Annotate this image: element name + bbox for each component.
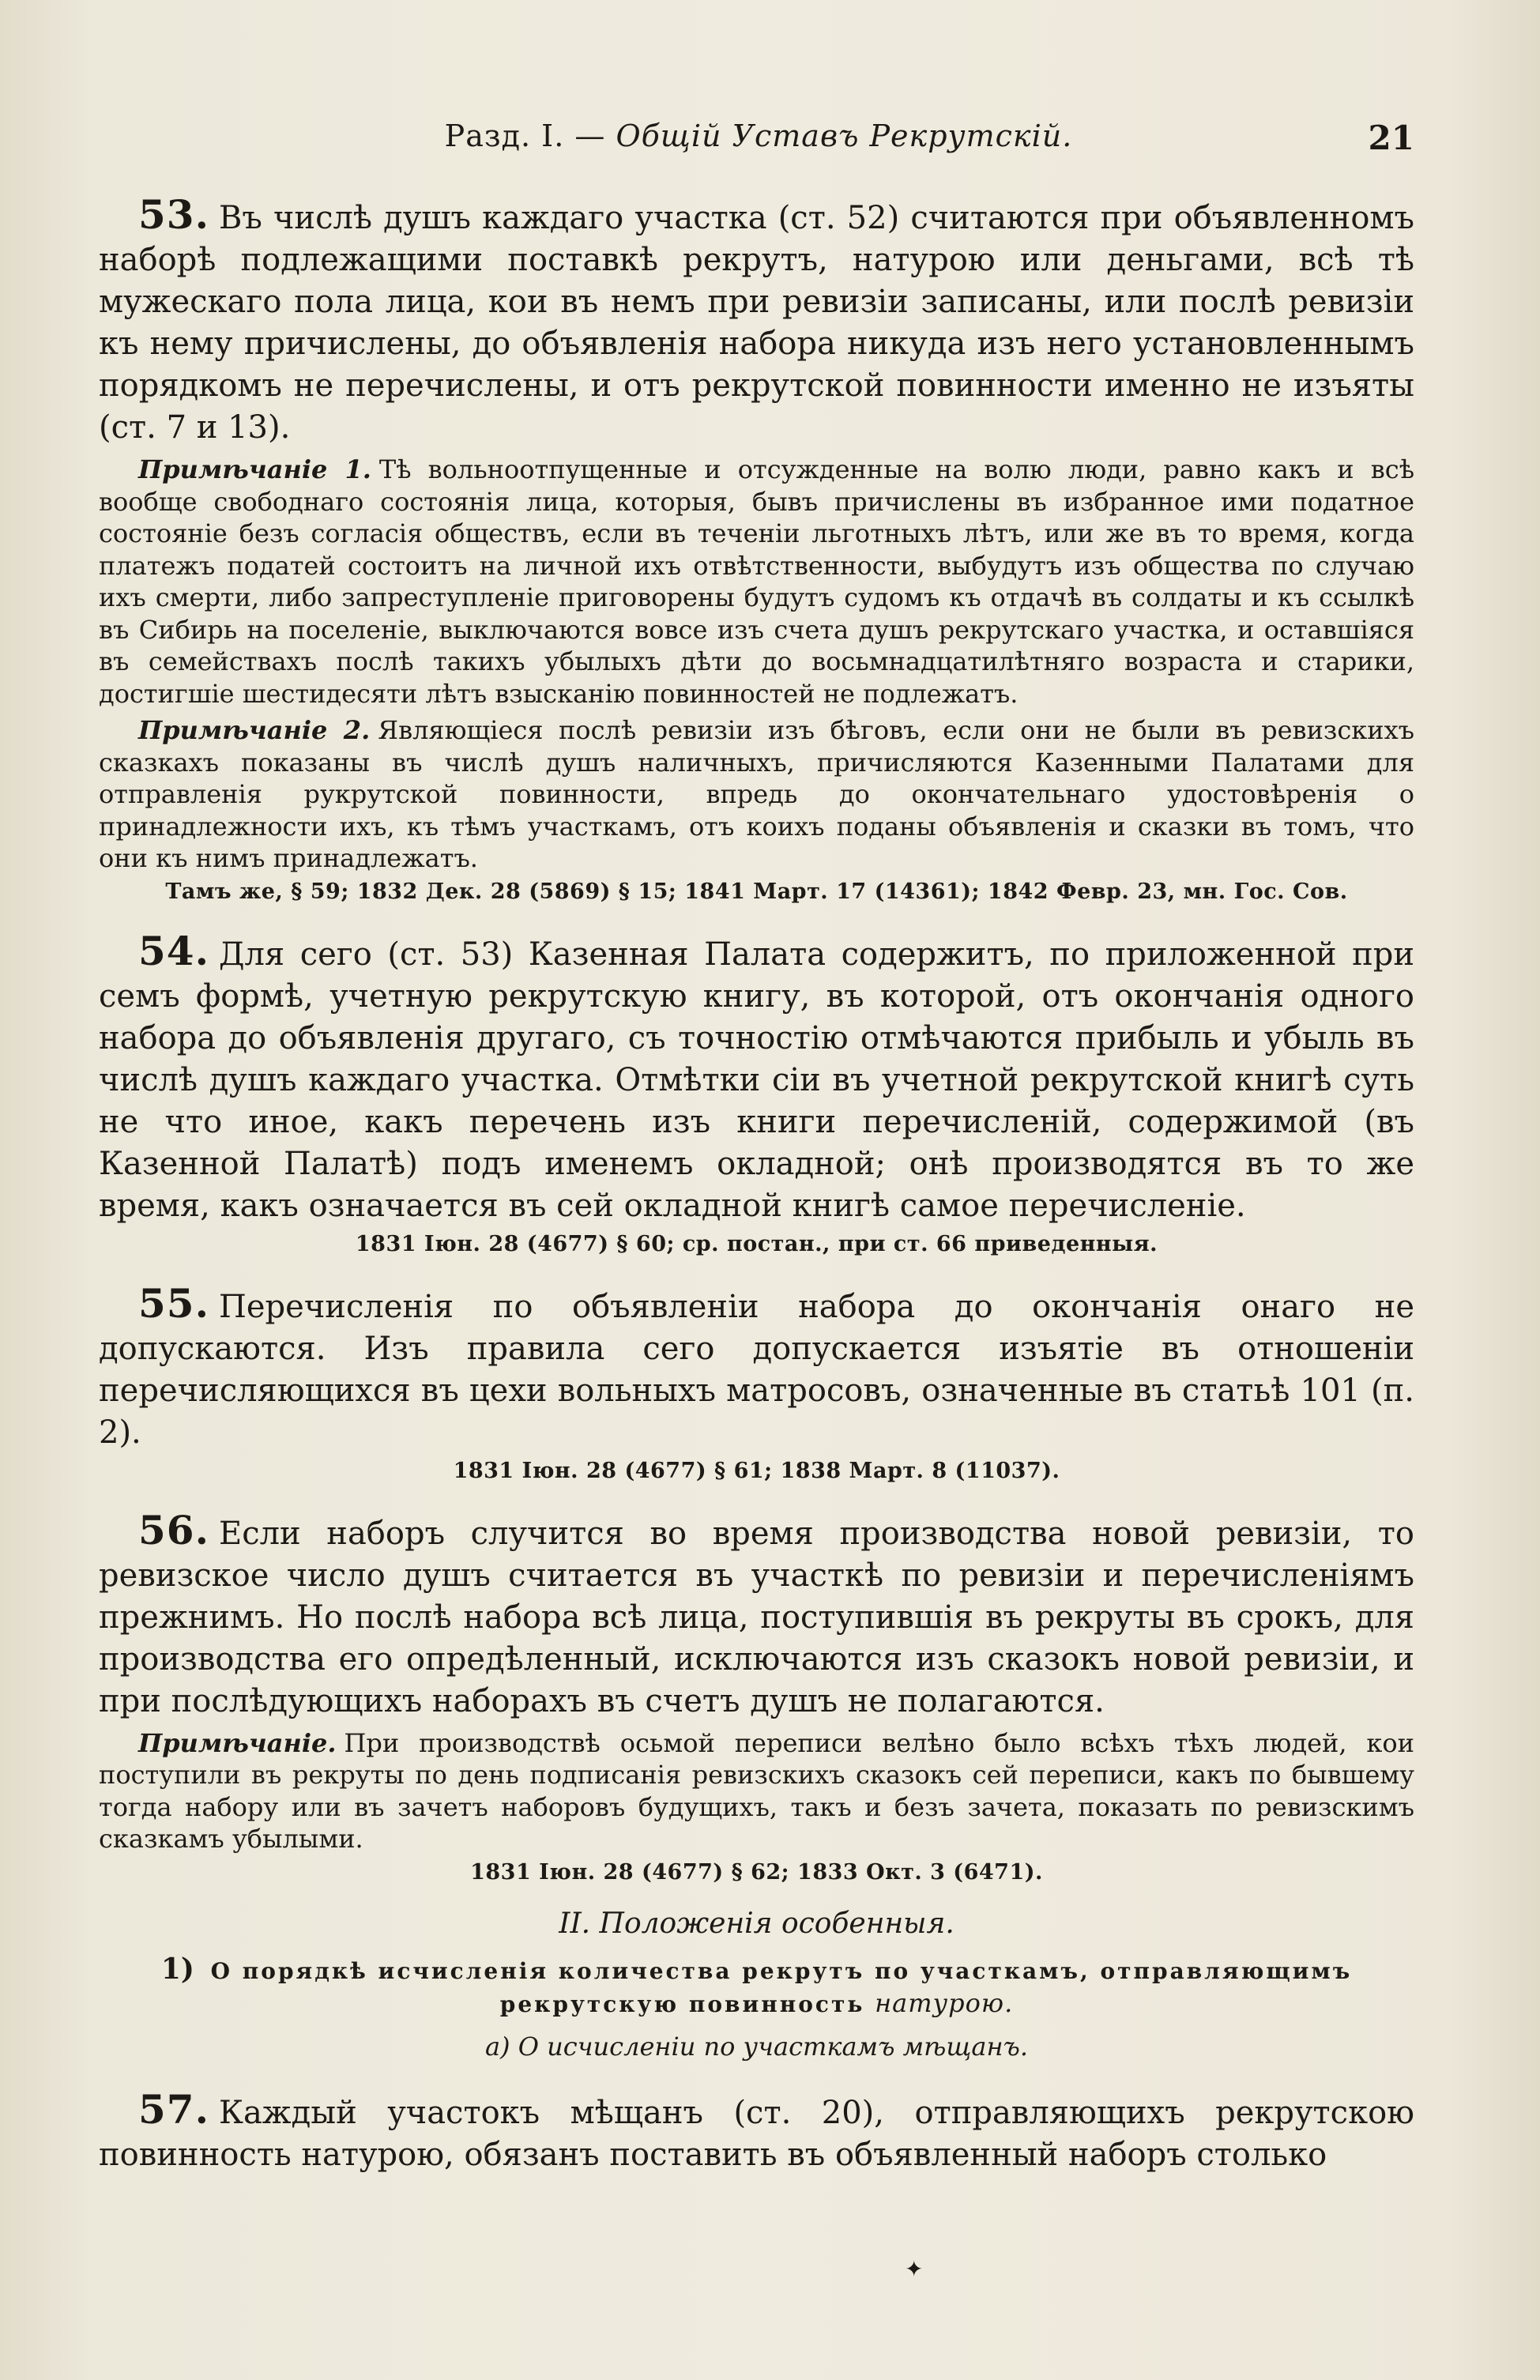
article-53-note-2 [99, 714, 1414, 875]
article-text: Если наборъ случится во время производства новой ревизіи, то ревизское число душъ считается въ участкѣ по ревизіи и перечисленіямъ прежнимъ. Но послѣ набора всѣ лица, поступившія въ рекруты въ срокъ, для производства его опредѣленный, исключаются изъ сказокъ новой ревизіи, и при послѣдующихъ наборахъ въ счетъ душъ не полагаются. [99, 1515, 1414, 1719]
article-54 [99, 927, 1414, 1227]
subsection-number: 1) [160, 1952, 194, 1986]
article-57 [99, 2085, 1414, 2176]
article-56-source: 1831 Іюн. 28 (4677) § 62; 1833 Окт. 3 (6471). [470, 1859, 1043, 1885]
note-label: Примѣчаніе 2. [138, 715, 371, 745]
note-text: При производствѣ осьмой переписи велѣно было всѣхъ тѣхъ людей, кои поступили въ рекруты по день подписанія ревизскихъ сказокъ сей переписи, какъ по бывшему тогда набору или въ зачетъ наборовъ будущихъ, такъ и безъ зачета, показать по ревизскимъ сказкамъ убылыми. [99, 1727, 1414, 1854]
article-number: 56. [138, 1506, 209, 1553]
note-label: Примѣчаніе. [138, 1727, 337, 1758]
subsection-heading [99, 1953, 1414, 2020]
running-title-name: Общій Уставъ Рекрутскій. [616, 119, 1073, 153]
article-55 [99, 1279, 1414, 1454]
note-label: Примѣчаніе 1. [138, 454, 371, 484]
article-text: Въ числѣ душъ каждаго участка (ст. 52) считаются при объявленномъ наборѣ подлежащими поставкѣ рекрутъ, натурою или деньгами, всѣ тѣ мужескаго пола лица, кои въ немъ при ревизіи записаны, или послѣ ревизіи къ нему причислены, до объявленія набора никуда изъ него установленнымъ порядкомъ не перечислены, и отъ рекрутской повинности именно не изъяты (ст. 7 и 13). [99, 200, 1414, 446]
subsection-text: О порядкѣ исчисленія количества рекрутъ по участкамъ, отправляющимъ рекрутскую повинность [210, 1957, 1353, 2017]
note-text: Являющіеся послѣ ревизіи изъ бѣговъ, если они не были въ ревизскихъ сказкахъ показаны въ числѣ душъ наличныхъ, причисляются Казенными Палатами для отправленія рукрутской повинности, впредь до окончательнаго удостовѣренія о принадлежности ихъ, къ тѣмъ участкамъ, отъ коихъ поданы объявленія и сказки въ томъ, что они къ нимъ принадлежатъ. [99, 715, 1415, 873]
article-text: Для сего (ст. 53) Казенная Палата содержитъ, по приложенной при семъ формѣ, учетную рекрутскую книгу, въ которой, отъ окончанія одного набора до объявленія другаго, съ точностію отмѣчаются прибыль и убыль въ числѣ душъ каждаго участка. Отмѣтки сіи въ учетной рекрутской книгѣ суть не что иное, какъ перечень изъ книги перечисленій, содержимой (въ Казенной Палатѣ) подъ именемъ окладной; онѣ производятся въ то же время, какъ означается въ сей окладной книгѣ самое перечисленіе. [99, 936, 1414, 1224]
article-56 [99, 1506, 1414, 1723]
section-heading: II. Положенія особенныя. [559, 1907, 954, 1940]
note-text: Тѣ вольноотпущенные и отсужденные на волю люди, равно какъ и всѣ вообще свободнаго состоянія лица, которыя, бывъ причислены въ избранное ими податное состояніе безъ согласія обществъ, если въ теченіи льготныхъ лѣтъ, или же въ то время, когда платежъ податей состоитъ на личной ихъ отвѣтственности, выбудутъ изъ общества по случаю ихъ смерти, либо запреступленіе приговорены будутъ судомъ къ отдачѣ въ солдаты и къ ссылкѣ въ Сибирь на поселеніе, выключаются вовсе изъ счета душъ рекрутскаго участка, и оставшіяся въ семействахъ послѣ такихъ убылыхъ дѣти до восьмнадцатилѣтняго возраста и старики, достигшіе шестидесяти лѣтъ взысканію повинностей не подлежатъ. [99, 454, 1415, 709]
running-title [103, 119, 1414, 153]
article-55-source: 1831 Іюн. 28 (4677) § 61; 1838 Март. 8 (11037). [453, 1458, 1060, 1483]
page-number: 21 [1368, 119, 1414, 157]
article-text: Каждый участокъ мѣщанъ (ст. 20), отправляющихъ рекрутскою повинность натурою, обязанъ поставить въ объявленный наборъ столько [99, 2094, 1414, 2173]
subsection-italic: натурою. [875, 1987, 1014, 2018]
article-53-source: Тамъ же, § 59; 1832 Дек. 28 (5869) § 15; 1841 Март. 17 (14361); 1842 Февр. 23, мн. Гос. Сов. [165, 879, 1348, 904]
article-54-source: 1831 Іюн. 28 (4677) § 60; ср. постан., при ст. 66 приведенныя. [355, 1231, 1158, 1256]
running-title-section: Разд. I. — [444, 119, 616, 153]
article-number: 54. [138, 927, 209, 974]
page-header [103, 119, 1414, 166]
article-53 [99, 191, 1414, 449]
article-53-note-1 [99, 454, 1414, 710]
sub-subsection-heading: а) О исчисленіи по участкамъ мѣщанъ. [484, 2031, 1029, 2062]
article-number: 55. [138, 1279, 209, 1327]
article-56-note [99, 1727, 1414, 1855]
page-body [99, 191, 1415, 2176]
article-number: 57. [138, 2085, 209, 2133]
ornament-icon: ✦ [905, 2256, 924, 2282]
article-text: Перечисленія по объявленіи набора до окончанія онаго не допускаются. Изъ правила сего допускается изъятіе въ отношеніи перечисляющихся въ цехи вольныхъ матросовъ, означенные въ статьѣ 101 (п. 2). [99, 1288, 1414, 1451]
article-number: 53. [138, 191, 209, 238]
